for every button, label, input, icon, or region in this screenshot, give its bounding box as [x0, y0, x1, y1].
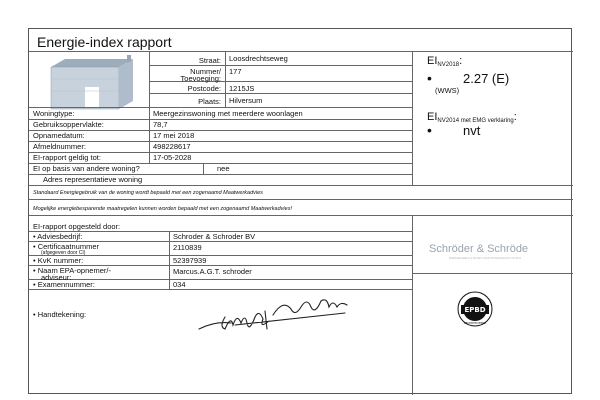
advisor-section-title: EI-rapport opgesteld door: [33, 222, 121, 231]
naam-label-line2: adviseur: [41, 273, 72, 282]
kvk-label: • KvK nummer: [33, 256, 84, 265]
signature-image [195, 295, 375, 335]
postcode-label: Postcode: [187, 84, 221, 93]
hand-label: • Handtekening: [33, 310, 87, 319]
ei-nv2014-value: nvt [463, 123, 481, 138]
house-icon [33, 55, 145, 111]
basis-value: nee [217, 164, 230, 173]
cert-value: 2110839 [173, 243, 202, 252]
company-logo-subtext: ENERGIELABELS & ADVIES VOOR WONINGEN EN UTILITEIT [449, 257, 521, 260]
afmeld-value: 498228617 [153, 142, 191, 151]
gbo-value: 78,7 [153, 120, 168, 129]
woningtype-label: Woningtype: [33, 109, 75, 118]
geldig-label: EI-rapport geldig tot: [33, 153, 101, 162]
afmeld-label: Afmeldnummer: [33, 142, 86, 151]
woningtype-value: Meergezinswoning met meerdere woonlagen [153, 109, 303, 118]
ei-nv2018-value: 2.27 (E) [463, 71, 510, 86]
number-value: 177 [229, 67, 242, 76]
number-label-line1: Nummer/ [190, 67, 221, 76]
street-value: Loosdrechtseweg [229, 54, 288, 63]
ei-nv2014-heading: $EI_{NV2014 met EMG verklaring}$: [427, 111, 517, 124]
city-label: Plaats: [198, 97, 221, 106]
mogelijke-note: Mogelijke energiebesparende maatregelen kunnen worden bepaald met een zogenaamd Maatwerkadvies! [33, 206, 292, 212]
page-title: Energie-index rapport [37, 34, 172, 50]
basis-label: EI op basis van andere woning? [33, 164, 140, 173]
bedrijf-value: Schroder & Schroder BV [173, 232, 256, 241]
company-logo: Schröder & Schröde [429, 243, 529, 255]
examen-value: 034 [173, 280, 186, 289]
cert-sub-label: (afgegeven door CI) [41, 250, 86, 256]
postcode-value: 1215JS [229, 84, 255, 93]
adres-rep-label: Adres representatieve woning [43, 175, 143, 184]
ei-nv2018-heading: $EI_{NV2018}$: [427, 55, 463, 68]
opname-value: 17 mei 2018 [153, 131, 195, 140]
number-label-line2: Toevoeging: [180, 74, 221, 83]
bullet-icon: • [427, 122, 432, 138]
kvk-value: 52397939 [173, 256, 207, 265]
geldig-value: 17-05-2028 [153, 153, 192, 162]
naam-label-line1: • Naam EPA-opnemer/- [33, 266, 111, 275]
examen-label: • Examennummer: [33, 280, 95, 289]
gbo-label: Gebruiksoppervlakte: [33, 120, 104, 129]
bedrijf-label: • Adviesbedrijf: [33, 232, 83, 241]
cert-label: • Certificaatnummer [33, 242, 99, 251]
ei-wws-note: (WWS) [435, 86, 460, 95]
svg-text:EPBD: EPBD [464, 306, 486, 314]
svg-text:GECERTIFICEERD: GECERTIFICEERD [463, 322, 487, 325]
street-label: Straat: [198, 56, 221, 65]
bullet-icon: • [427, 70, 432, 86]
standaard-note: Standaard Energiegebruik van de woning wordt bepaald met een zogenaamd Maatwerkadvies [33, 190, 263, 196]
opname-label: Opnamedatum: [33, 131, 85, 140]
naam-value: Marcus.A.G.T. schroder [173, 267, 252, 276]
city-value: Hilversum [229, 96, 263, 105]
report-sheet [28, 28, 572, 394]
epbd-seal-icon [457, 291, 493, 327]
